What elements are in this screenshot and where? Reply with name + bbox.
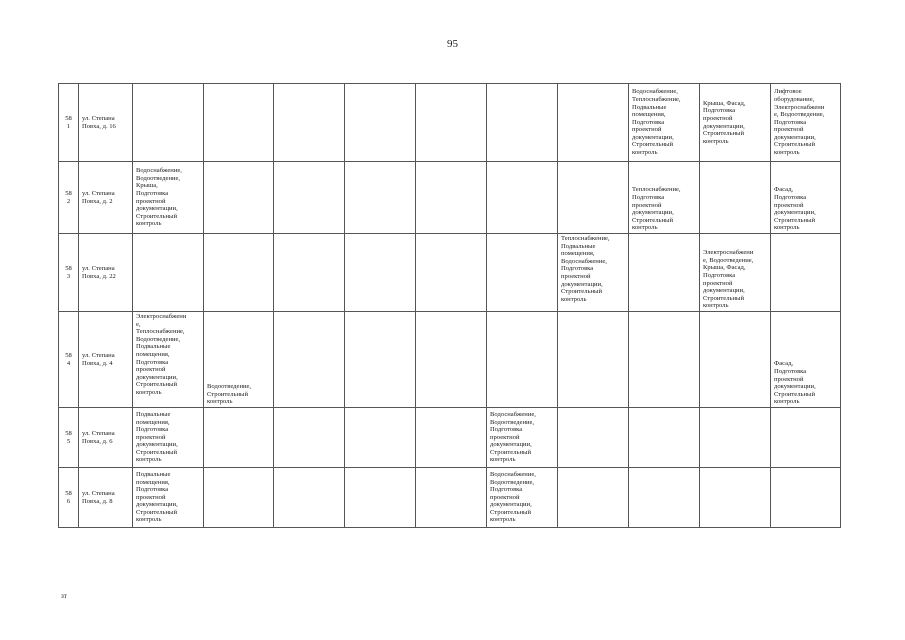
table-cell [629, 234, 700, 312]
table-cell: Лифтовое оборудование, Электроснабжени е, Водоотведение, Подготовка проектной документации, Строительный контроль [771, 84, 841, 162]
table-cell [345, 408, 416, 468]
table-cell [416, 234, 487, 312]
address-cell: ул. Степана Повха, д. 8 [79, 468, 133, 528]
table-cell [204, 468, 274, 528]
table-cell [274, 162, 345, 234]
row-number: 58 4 [59, 312, 79, 408]
row-number: 58 2 [59, 162, 79, 234]
table-cell [345, 312, 416, 408]
table-cell [133, 84, 204, 162]
table-row [59, 312, 841, 408]
row-number: 58 1 [59, 84, 79, 162]
table-cell [274, 84, 345, 162]
footer-mark: зт [61, 592, 67, 600]
table-cell [487, 234, 558, 312]
table-cell [771, 408, 841, 468]
table-row [59, 162, 841, 234]
table-cell [558, 408, 629, 468]
repair-schedule-table [58, 83, 841, 528]
table-cell [274, 468, 345, 528]
table-cell [700, 408, 771, 468]
table-cell [487, 312, 558, 408]
table-cell: Водоснабжение, Водоотведение, Крыша, Подготовка проектной документации, Строительный контроль [133, 162, 204, 234]
address-cell: ул. Степана Повха, д. 4 [79, 312, 133, 408]
page-number: 95 [447, 38, 458, 50]
table-cell [416, 312, 487, 408]
table-cell [629, 468, 700, 528]
table-cell: Теплоснабжение, Подготовка проектной документации, Строительный контроль [629, 162, 700, 234]
table-cell [416, 468, 487, 528]
table-cell [487, 84, 558, 162]
table-cell: Подвальные помещения, Подготовка проектной документации, Строительный контроль [133, 468, 204, 528]
table-cell: Водоснабжение, Теплоснабжение, Подвальные помещения, Подготовка проектной документации, Строительный контроль [629, 84, 700, 162]
table-cell [204, 84, 274, 162]
table-cell: Водоснабжение, Водоотведение, Подготовка проектной документации, Строительный контроль [487, 408, 558, 468]
table-cell: Подвальные помещения, Подготовка проектной документации, Строительный контроль [133, 408, 204, 468]
table-cell: Фасад, Подготовка проектной документации, Строительный контроль [771, 162, 841, 234]
table-cell: Теплоснабжение, Подвальные помещения, Водоснабжение, Подготовка проектной документации, Строительный контроль [558, 234, 629, 312]
row-number: 58 6 [59, 468, 79, 528]
table-cell [700, 468, 771, 528]
table-cell [274, 234, 345, 312]
table-cell [558, 162, 629, 234]
address-cell: ул. Степана Повха, д. 16 [79, 84, 133, 162]
table-cell: Фасад, Подготовка проектной документации, Строительный контроль [771, 312, 841, 408]
table-cell [274, 312, 345, 408]
table-cell [558, 468, 629, 528]
address-cell: ул. Степана Повха, д. 6 [79, 408, 133, 468]
table-row [59, 408, 841, 468]
table-cell [345, 162, 416, 234]
table-row [59, 84, 841, 162]
address-cell: ул. Степана Повха, д. 2 [79, 162, 133, 234]
table-cell [345, 84, 416, 162]
table-row [59, 234, 841, 312]
table-cell [133, 234, 204, 312]
table-row [59, 468, 841, 528]
table-cell: Электроснабжени е, Теплоснабжение, Водоотведение, Подвальные помещения, Подготовка проектной документации, Строительный контроль [133, 312, 204, 408]
row-number: 58 3 [59, 234, 79, 312]
table-cell [487, 162, 558, 234]
table-cell [558, 84, 629, 162]
table-cell [204, 408, 274, 468]
table-cell: Водоотведение, Строительный контроль [204, 312, 274, 408]
table-cell [700, 312, 771, 408]
table-cell [274, 408, 345, 468]
table-cell [771, 234, 841, 312]
table-cell [345, 468, 416, 528]
row-number: 58 5 [59, 408, 79, 468]
table-cell: Крыша, Фасад, Подготовка проектной документации, Строительный контроль [700, 84, 771, 162]
table-cell [558, 312, 629, 408]
table-cell [345, 234, 416, 312]
table-cell [204, 234, 274, 312]
table-cell [629, 408, 700, 468]
table-cell [204, 162, 274, 234]
table-cell [416, 408, 487, 468]
address-cell: ул. Степана Повха, д. 22 [79, 234, 133, 312]
table-cell [416, 162, 487, 234]
table-cell: Водоснабжение, Водоотведение, Подготовка проектной документации, Строительный контроль [487, 468, 558, 528]
table-cell [629, 312, 700, 408]
table-cell [700, 162, 771, 234]
table-cell: Электроснабжени е, Водоотведение, Крыша, Фасад, Подготовка проектной документации, Строительный контроль [700, 234, 771, 312]
table-cell [771, 468, 841, 528]
table-cell [416, 84, 487, 162]
